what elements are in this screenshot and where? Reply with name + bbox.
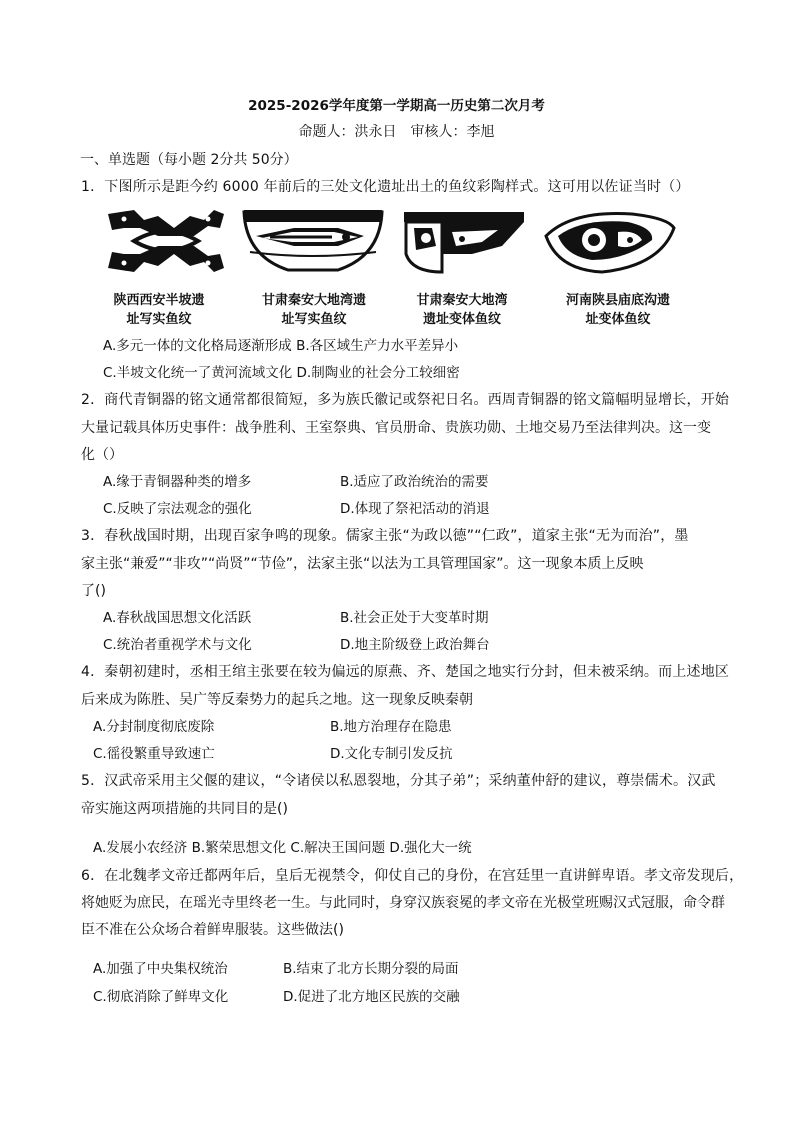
question-6-stem-line-1: 6．在北魏孝文帝迁都两年后，皇后无视禁令，仰仗自己的身份，在宫廷里一直讲鲜卑语。孝文帝发现后， <box>81 868 744 884</box>
dadiwan-variant-fish-image <box>402 206 526 276</box>
question-4-option-d: D.文化专制引发反抗 <box>330 746 453 762</box>
question-6-option-b: B.结束了北方长期分裂的局面 <box>283 961 459 977</box>
miaodigou-variant-fish-image <box>542 206 678 276</box>
caption-banpo-line-1: 陕西西安半坡遗 <box>113 293 205 308</box>
question-4-option-c: C.徭役繁重导致速亡 <box>93 746 215 762</box>
question-4-stem-line-1: 4．秦朝初建时，丞相王绾主张要在较为偏远的原燕、齐、楚国之地实行分封，但未被采纳。而上述地区 <box>81 664 730 680</box>
caption-dadiwan-realistic-line-2: 址写实鱼纹 <box>281 312 347 327</box>
question-2-stem-line-2: 大量记载具体历史事件：战争胜利、王室祭典、官员册命、贵族功勋、土地交易乃至法律判决。这一变 <box>81 420 711 436</box>
question-6-option-a: A.加强了中央集权统治 <box>93 961 228 977</box>
caption-banpo-line-2: 址写实鱼纹 <box>126 312 192 327</box>
question-1-options-ab: A.多元一体的文化格局逐渐形成 B.各区域生产力水平差异小 <box>103 338 459 354</box>
question-3-option-a: A.春秋战国思想文化活跃 <box>103 610 252 626</box>
caption-dadiwan-variant-line-1: 甘肃秦安大地湾 <box>416 293 508 308</box>
dadiwan-realistic-fish-bowl-image <box>242 206 384 276</box>
question-6-option-d: D.促进了北方地区民族的交融 <box>283 989 460 1005</box>
question-3-stem-line-1: 3．春秋战国时期，出现百家争鸣的现象。儒家主张“为政以德”“仁政”，道家主张“无为而治”，墨 <box>81 528 689 544</box>
question-4-stem-line-2: 后来成为陈胜、吴广等反秦势力的起兵之地。这一现象反映秦朝 <box>81 692 473 708</box>
question-2-stem-line-1: 2．商代青铜器的铭文通常都很简短，多为族氏徽记或祭祀日名。西周青铜器的铭文篇幅明显增长，开始 <box>81 392 730 408</box>
question-6-stem-line-2: 将她贬为庶民，在瑶光寺里终老一生。与此同时，身穿汉族衮冕的孝文帝在光极堂班赐汉式冠服，命令群 <box>81 895 725 911</box>
caption-dadiwan-variant-line-2: 遗址变体鱼纹 <box>422 312 501 327</box>
caption-miaodigou <box>543 291 693 329</box>
question-2-option-d: D.体现了祭祀活动的消退 <box>340 501 490 517</box>
question-3-option-c: C.统治者重视学术与文化 <box>103 637 252 653</box>
question-4-option-a: A.分封制度彻底废除 <box>93 719 215 735</box>
question-2-stem-line-3: 化（） <box>81 447 123 463</box>
exam-authors: 命题人：洪永日 审核人：李旭 <box>298 124 495 140</box>
banpo-fish-pattern-image <box>104 206 228 276</box>
caption-dadiwan-realistic-line-1: 甘肃秦安大地湾遗 <box>261 293 366 308</box>
caption-banpo <box>84 291 234 329</box>
exam-title: 2025-2026学年度第一学期高一历史第二次月考 <box>248 98 545 114</box>
caption-dadiwan-realistic <box>239 291 389 329</box>
caption-miaodigou-line-2: 址变体鱼纹 <box>585 312 651 327</box>
question-4-option-b: B.地方治理存在隐患 <box>330 719 452 735</box>
question-2-option-c: C.反映了宗法观念的强化 <box>103 501 252 517</box>
question-3-option-b: B.社会正处于大变革时期 <box>340 610 489 626</box>
question-6-stem-line-3: 臣不准在公众场合着鲜卑服装。这些做法() <box>81 922 344 938</box>
question-1-options-cd: C.半坡文化统一了黄河流域文化 D.制陶业的社会分工较细密 <box>103 365 460 381</box>
caption-dadiwan-variant <box>387 291 537 329</box>
caption-miaodigou-line-1: 河南陕县庙底沟遗 <box>565 293 670 308</box>
question-3-option-d: D.地主阶级登上政治舞台 <box>340 637 490 653</box>
question-3-stem-line-3: 了() <box>81 583 106 599</box>
question-6-option-c: C.彻底消除了鲜卑文化 <box>93 989 229 1005</box>
question-5-options: A.发展小农经济 B.繁荣思想文化 C.解决王国问题 D.强化大一统 <box>93 840 472 856</box>
question-2-option-b: B.适应了政治统治的需要 <box>340 474 489 490</box>
section-heading: 一、单选题（每小题 2分共 50分） <box>80 152 298 168</box>
question-2-option-a: A.缘于青铜器种类的增多 <box>103 474 252 490</box>
question-5-stem-line-2: 帝实施这两项措施的共同目的是() <box>81 801 288 817</box>
question-1-stem: 1．下图所示是距今约 6000 年前后的三处文化遗址出土的鱼纹彩陶样式。这可用以佐证当时（） <box>81 179 690 195</box>
question-5-stem-line-1: 5．汉武帝采用主父偃的建议，“令诸侯以私恩裂地，分其子弟”；采纳董仲舒的建议，尊崇儒术。汉武 <box>81 773 716 789</box>
question-3-stem-line-2: 家主张“兼爱”“非攻”“尚贤”“节俭”，法家主张“以法为工具管理国家”。这一现象本质上反映 <box>81 556 644 572</box>
